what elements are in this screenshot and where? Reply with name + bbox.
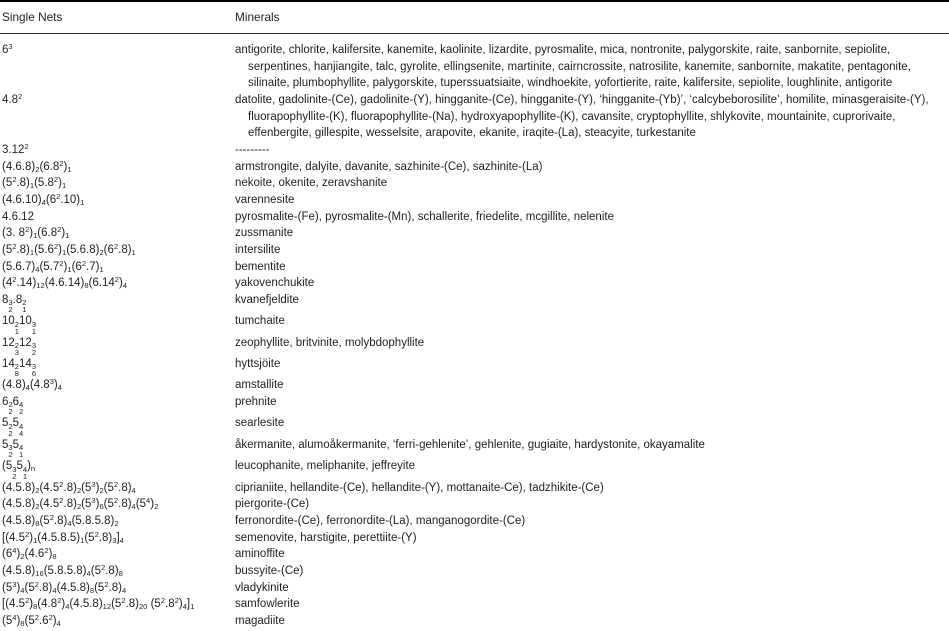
net-notation-text: (5 3 2 5 4 1 )$_n$ bbox=[2, 460, 36, 481]
net-notation-text: $(4.5.8)_{16}(5.8.5.8)_4(5^2.8)_8$ bbox=[2, 563, 123, 578]
net-notation bbox=[0, 175, 233, 192]
net-notation-text: $4.8^2$ bbox=[2, 92, 23, 106]
minerals-list: leucophanite, meliphanite, jeffreyite bbox=[235, 460, 416, 473]
header-row bbox=[0, 1, 949, 34]
minerals-list: --------- bbox=[235, 143, 270, 156]
net-notation bbox=[0, 335, 233, 356]
minerals-list: aminoffite bbox=[235, 548, 285, 561]
net-notation-text: $(5^4)_8(5^2.6^2)_4$ bbox=[2, 613, 61, 628]
table-row bbox=[0, 34, 949, 92]
table-row bbox=[0, 596, 949, 613]
table-row bbox=[0, 580, 949, 597]
net-notation bbox=[0, 313, 233, 334]
net-notation-text: 8 3 2 .8 2 1 bbox=[2, 293, 27, 315]
net-notation-text: $(4.5.8)_2(4.5^2.8)_2(5^3)_6(5^2.8)_4(5^4)_2$ bbox=[2, 496, 159, 512]
net-notation-text: $[(4.5^2)_1(4.5.8.5)_1(5^2.8)_3]_4$ bbox=[2, 529, 124, 545]
minerals-list: pyrosmalite-(Fe), pyrosmalite-(Mn), schallerite, friedelite, mcgillite, nelenite bbox=[235, 210, 614, 223]
table-row bbox=[0, 394, 949, 415]
table-row bbox=[0, 225, 949, 242]
minerals-list: prehnite bbox=[235, 396, 277, 409]
net-notation bbox=[0, 613, 233, 631]
table-row bbox=[0, 335, 949, 356]
minerals-list: varennesite bbox=[235, 193, 295, 206]
net-notation-text: $(4.6.8)_2(6.8^2)_1$ bbox=[2, 158, 72, 174]
net-notation bbox=[0, 480, 233, 497]
minerals-list: intersilite bbox=[235, 243, 281, 256]
net-notation-text: 10 2 1 10 3 1 bbox=[2, 315, 37, 336]
net-notation-text: (3. $8^2)_1(6.8^2)_1$ bbox=[2, 225, 70, 241]
net-notation bbox=[0, 142, 233, 159]
table-row bbox=[0, 92, 949, 142]
net-notation bbox=[0, 275, 233, 292]
minerals-list: nekoite, okenite, zeravshanite bbox=[235, 177, 388, 190]
minerals-list: semenovite, harstigite, perettiite-(Y) bbox=[235, 531, 417, 544]
table-row bbox=[0, 513, 949, 530]
table-row bbox=[0, 242, 949, 259]
net-notation bbox=[0, 437, 233, 458]
minerals-list: zussmanite bbox=[235, 227, 294, 240]
net-notation-text: $(4.5.8)_2(4.5^2.8)_2(5^3)_2(5^2.8)_4$ bbox=[2, 479, 136, 495]
net-notation-text: $(4.5.8)_8(5^2.8)_4(5.8.5.8)_2$ bbox=[2, 513, 119, 528]
minerals-list: zeophyllite, britvinite, molybdophyllite bbox=[235, 336, 425, 349]
net-notation-text: $(6^4)_2(4.6^2)_8$ bbox=[2, 546, 57, 562]
net-notation bbox=[0, 458, 233, 479]
net-notation-text: $(4.6.10)_4(6^2.10)_1$ bbox=[2, 192, 85, 207]
net-notation bbox=[0, 563, 233, 580]
minerals-list: hyttsjöite bbox=[235, 358, 281, 371]
minerals-list: magadiite bbox=[235, 614, 285, 627]
net-notation bbox=[0, 192, 233, 209]
table-row bbox=[0, 377, 949, 394]
net-notation bbox=[0, 159, 233, 176]
table-row bbox=[0, 142, 949, 159]
net-notation-text: $(5.6.7)_4(5.7^2)_1(6^2.7)_1$ bbox=[2, 258, 104, 274]
table-row bbox=[0, 546, 949, 563]
net-notation bbox=[0, 546, 233, 563]
table-row bbox=[0, 563, 949, 580]
minerals-list: piergorite-(Ce) bbox=[235, 498, 310, 511]
minerals-list: tumchaite bbox=[235, 315, 285, 328]
net-notation bbox=[0, 415, 233, 436]
minerals-list: samfowlerite bbox=[235, 598, 300, 611]
net-notation-text: 4.6.12 bbox=[2, 210, 34, 223]
minerals-list: bementite bbox=[235, 260, 286, 273]
net-notation bbox=[0, 377, 233, 394]
net-notation bbox=[0, 92, 233, 142]
net-notation-text: $(4^2.14)_{12}(4.6.14)_8(6.14^2)_4$ bbox=[2, 275, 128, 291]
table-row bbox=[0, 458, 949, 479]
minerals-list: searlesite bbox=[235, 417, 285, 430]
net-notation bbox=[0, 242, 233, 259]
net-notation-text: 6 2 2 6 4 2 bbox=[2, 396, 24, 417]
table-row bbox=[0, 209, 949, 226]
net-notation bbox=[0, 530, 233, 547]
table-row bbox=[0, 530, 949, 547]
net-notation bbox=[0, 496, 233, 513]
minerals-list: yakovenchukite bbox=[235, 277, 315, 290]
table-row bbox=[0, 613, 949, 631]
net-notation bbox=[0, 292, 233, 313]
net-notation bbox=[0, 356, 233, 377]
minerals-list: åkermanite, alumoåkermanite, ‘ferri-gehlenite’, gehlenite, gugiaite, hardystonite, okayamalite bbox=[235, 438, 705, 451]
table-row bbox=[0, 496, 949, 513]
net-notation-text: 14 2 8 14 3 6 bbox=[2, 358, 37, 379]
net-notation bbox=[0, 34, 233, 92]
minerals-list: armstrongite, dalyite, davanite, sazhinite-(Ce), sazhinite-(La) bbox=[235, 160, 543, 173]
minerals-list: ferronordite-(Ce), ferronordite-(La), manganogordite-(Ce) bbox=[235, 514, 526, 527]
net-notation bbox=[0, 209, 233, 226]
table-body bbox=[0, 34, 949, 631]
minerals-list: kvanefjeldite bbox=[235, 293, 299, 306]
table-row bbox=[0, 292, 949, 313]
minerals-list: datolite, gadolinite-(Ce), gadolinite-(Y), hingganite-(Ce), hingganite-(Y), ‘hingganite-(Yb)’, ‘calcybeborosilite’, homilite, minasgeraisite-(Y), fluorapophyllite-(K), fluorapophyllite-(Na), hydroxyapophyllite-(K), cavansite, cryptophyllite, shlykovite, mountainite, cuprorivaite, effenbergite, gillespite, wesselsite, arapovite, ekanite, iraqite-(La), steacyite, turkestanite bbox=[235, 93, 929, 140]
table-row bbox=[0, 415, 949, 436]
table-row bbox=[0, 275, 949, 292]
net-notation bbox=[0, 394, 233, 415]
net-notation-text: $6^3$ bbox=[2, 42, 13, 56]
minerals-list: antigorite, chlorite, kalifersite, kanemite, kaolinite, lizardite, pyrosmalite, mica, nontronite, palygorskite, raite, sanbornite, sepiolite, serpentines, hanjiangite, talc, gyrolite, ellingsenite, martinite, cairncrossite, natrosilite, kanemite, sanbornite, makatite, pentagonite, silinaite, plumbophyllite, palygorskite, tuperssuatsiaite, windhoekite, yofortierite, raite, kalifersite, sepiolite, loughlinite, antigorite bbox=[235, 44, 911, 90]
net-notation-text: [$(4.5^2)_8(4.8^2)_4(4.5.8)_{12}(5^2.8)_{20}$ $(5^2.8^2)_4]_1$ bbox=[2, 596, 195, 612]
net-notation-text: $(5^3)_4(5^2.8)_4(4.5.8)_8(5^2.8)_4$ bbox=[2, 579, 127, 595]
table-row bbox=[0, 175, 949, 192]
net-notation bbox=[0, 596, 233, 613]
net-notation-text: $(5^2.8)_1(5.8^2)_1$ bbox=[2, 175, 67, 191]
net-notation bbox=[0, 225, 233, 242]
table-row bbox=[0, 313, 949, 334]
net-notation bbox=[0, 580, 233, 597]
minerals-list: bussyite-(Ce) bbox=[235, 564, 304, 577]
net-notation bbox=[0, 513, 233, 530]
table-row bbox=[0, 259, 949, 276]
net-notation-text: 3.12$^2$ bbox=[2, 142, 29, 156]
col-header-minerals: Minerals bbox=[233, 1, 949, 34]
net-notation-text: $(4.8)_4(4.8^3)_4$ bbox=[2, 377, 62, 393]
net-notation-text: 5 3 2 5 4 1 bbox=[2, 438, 24, 460]
table-row bbox=[0, 356, 949, 377]
net-notation bbox=[0, 259, 233, 276]
minerals-list: amstallite bbox=[235, 379, 284, 392]
minerals-list: ciprianiite, hellandite-(Ce), hellandite-(Y), mottanaite-Ce), tadzhikite-(Ce) bbox=[235, 481, 604, 494]
table-row bbox=[0, 437, 949, 458]
net-notation-text: 5 2 2 5 4 4 bbox=[2, 417, 24, 438]
net-notation-text: 12 2 3 12 3 2 bbox=[2, 336, 37, 358]
minerals-list: vladykinite bbox=[235, 581, 289, 594]
table-row bbox=[0, 480, 949, 497]
table-row bbox=[0, 159, 949, 176]
net-notation-text: $(5^2.8)_1(5.6^2)_1(5.6.8)_2(6^2.8)_1$ bbox=[2, 242, 136, 257]
table-row bbox=[0, 192, 949, 209]
col-header-single-nets: Single Nets bbox=[0, 1, 233, 34]
